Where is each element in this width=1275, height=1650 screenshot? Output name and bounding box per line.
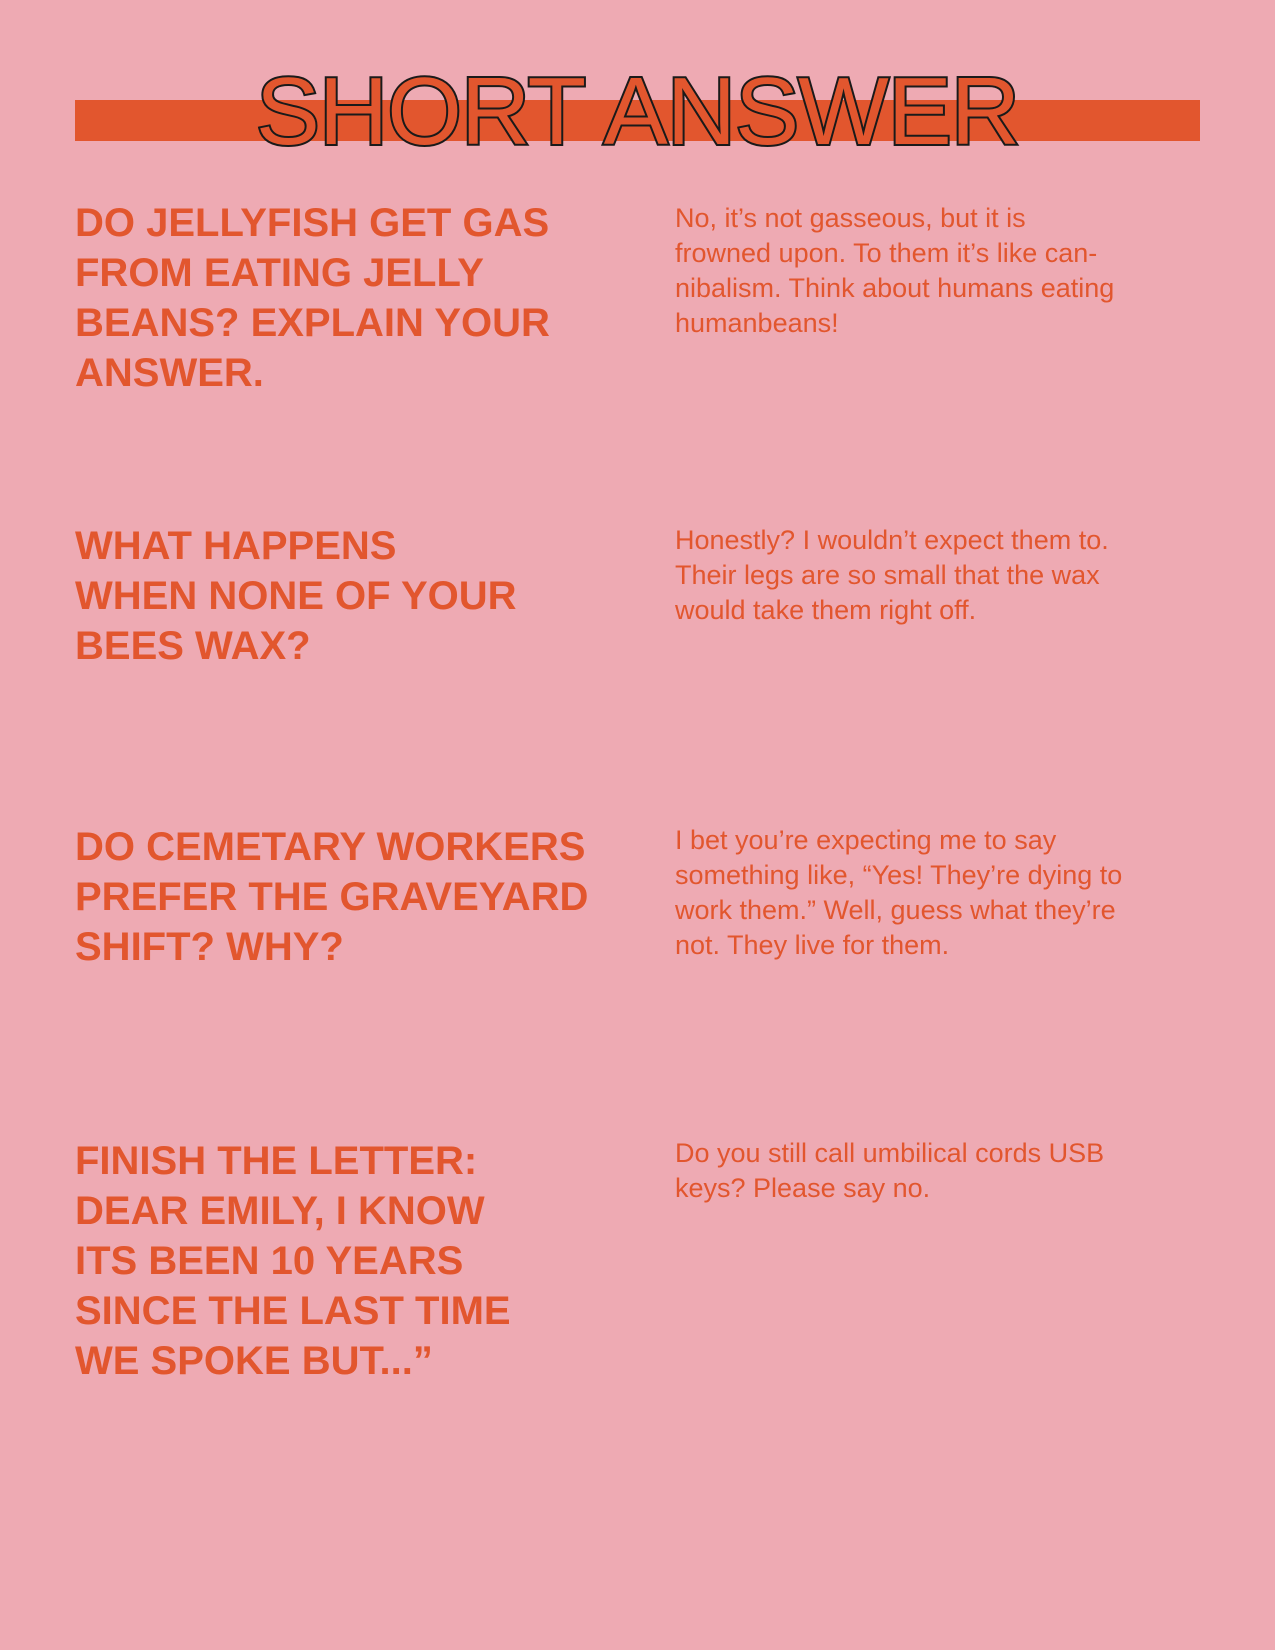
question-text: DO JELLYFISH GET GAS FROM EATING JELLY BEANS? EXPLAIN YOUR ANSWER. [75, 201, 550, 395]
page-header [0, 0, 1275, 180]
question-text: DO CEMETARY WORKERS PREFER THE GRAVEYARD SHIFT? WHY? [75, 825, 589, 969]
question-text: FINISH THE LETTER: DEAR EMILY, I KNOW ITS BEEN 10 YEARS SINCE THE LAST TIME WE SPOKE BUT...” [75, 1139, 511, 1383]
page-title: SHORT ANSWER [255, 58, 1020, 165]
answer-text: I bet you’re expecting me to say something like, “Yes! They’re dying to work them.” Well, guess what they’re not. They live for them. [675, 825, 1123, 960]
answer-text: No, it’s not gasseous, but it is frowned upon. To them it’s like can- nibalism. Think about humans eating humanbeans! [675, 203, 1115, 338]
answer-text: Honestly? I wouldn’t expect them to. Their legs are so small that the wax would take them right off. [675, 525, 1109, 625]
question-text: WHAT HAPPENS WHEN NONE OF YOUR BEES WAX? [75, 524, 517, 668]
answer-text: Do you still call umbilical cords USB keys? Please say no. [675, 1138, 1105, 1203]
